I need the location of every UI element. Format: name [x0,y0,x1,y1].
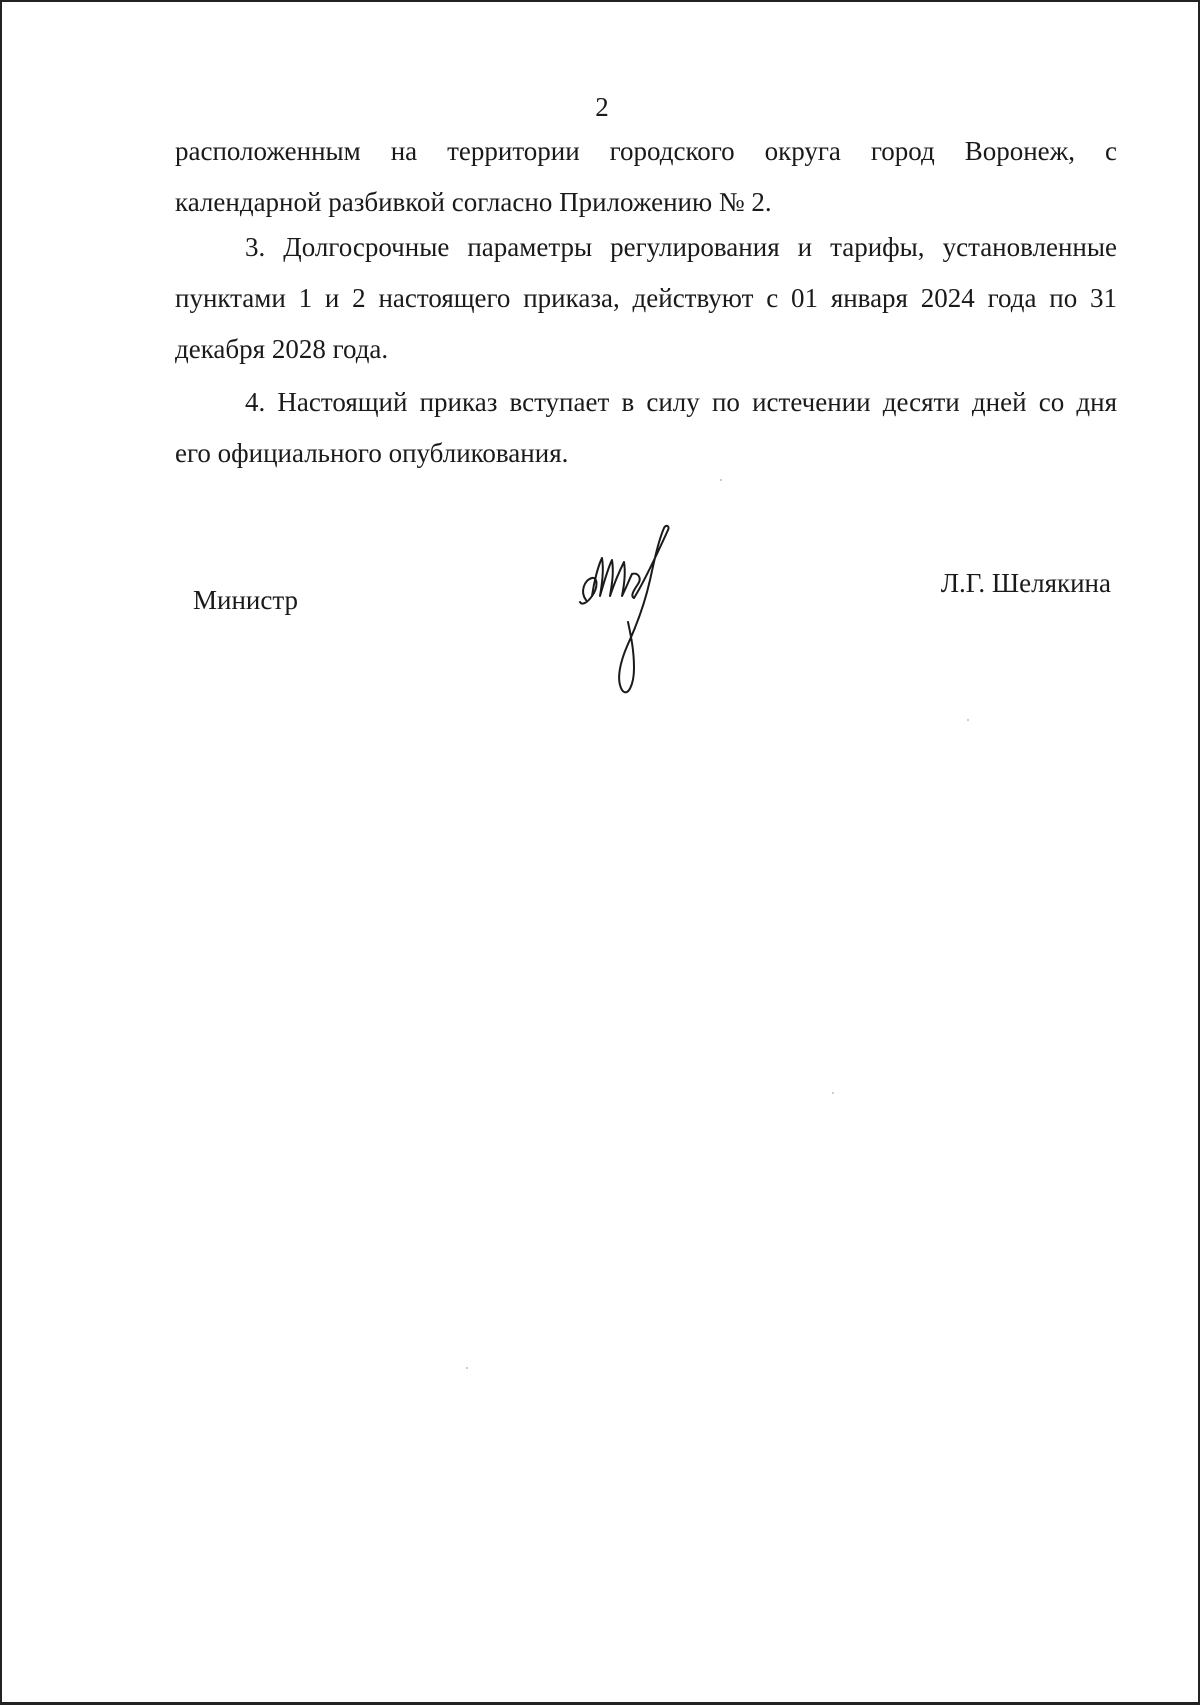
page-number: 2 [595,92,609,122]
scan-speck [466,1367,468,1369]
scan-speck [967,719,969,721]
paragraph-item-3 [175,222,1117,375]
signatory-name: Л.Г. Шелякина [940,568,1111,598]
paragraph-continuation [175,126,1117,228]
paragraph-line: расположенным на территории городского округа город Воронеж, с [175,136,1117,166]
paragraph-line: пунктами 1 и 2 настоящего приказа, действуют с 01 января 2024 года по 31 [175,283,1117,313]
paragraph-line: 4. Настоящий приказ вступает в силу по истечении десяти дней со дня [245,387,1117,417]
paragraph-line: декабря 2028 года. [175,334,389,364]
scan-speck [720,479,722,481]
paragraph-line: его официального опубликования. [175,438,569,468]
scan-speck [832,1092,834,1094]
paragraph-line: 3. Долгосрочные параметры регулирования и тарифы, установленные [245,232,1117,262]
paragraph-line: календарной разбивкой согласно Приложению № 2. [175,187,772,217]
paragraph-item-4 [175,377,1117,479]
handwritten-signature [572,522,712,712]
signatory-title: Министр [193,585,298,615]
